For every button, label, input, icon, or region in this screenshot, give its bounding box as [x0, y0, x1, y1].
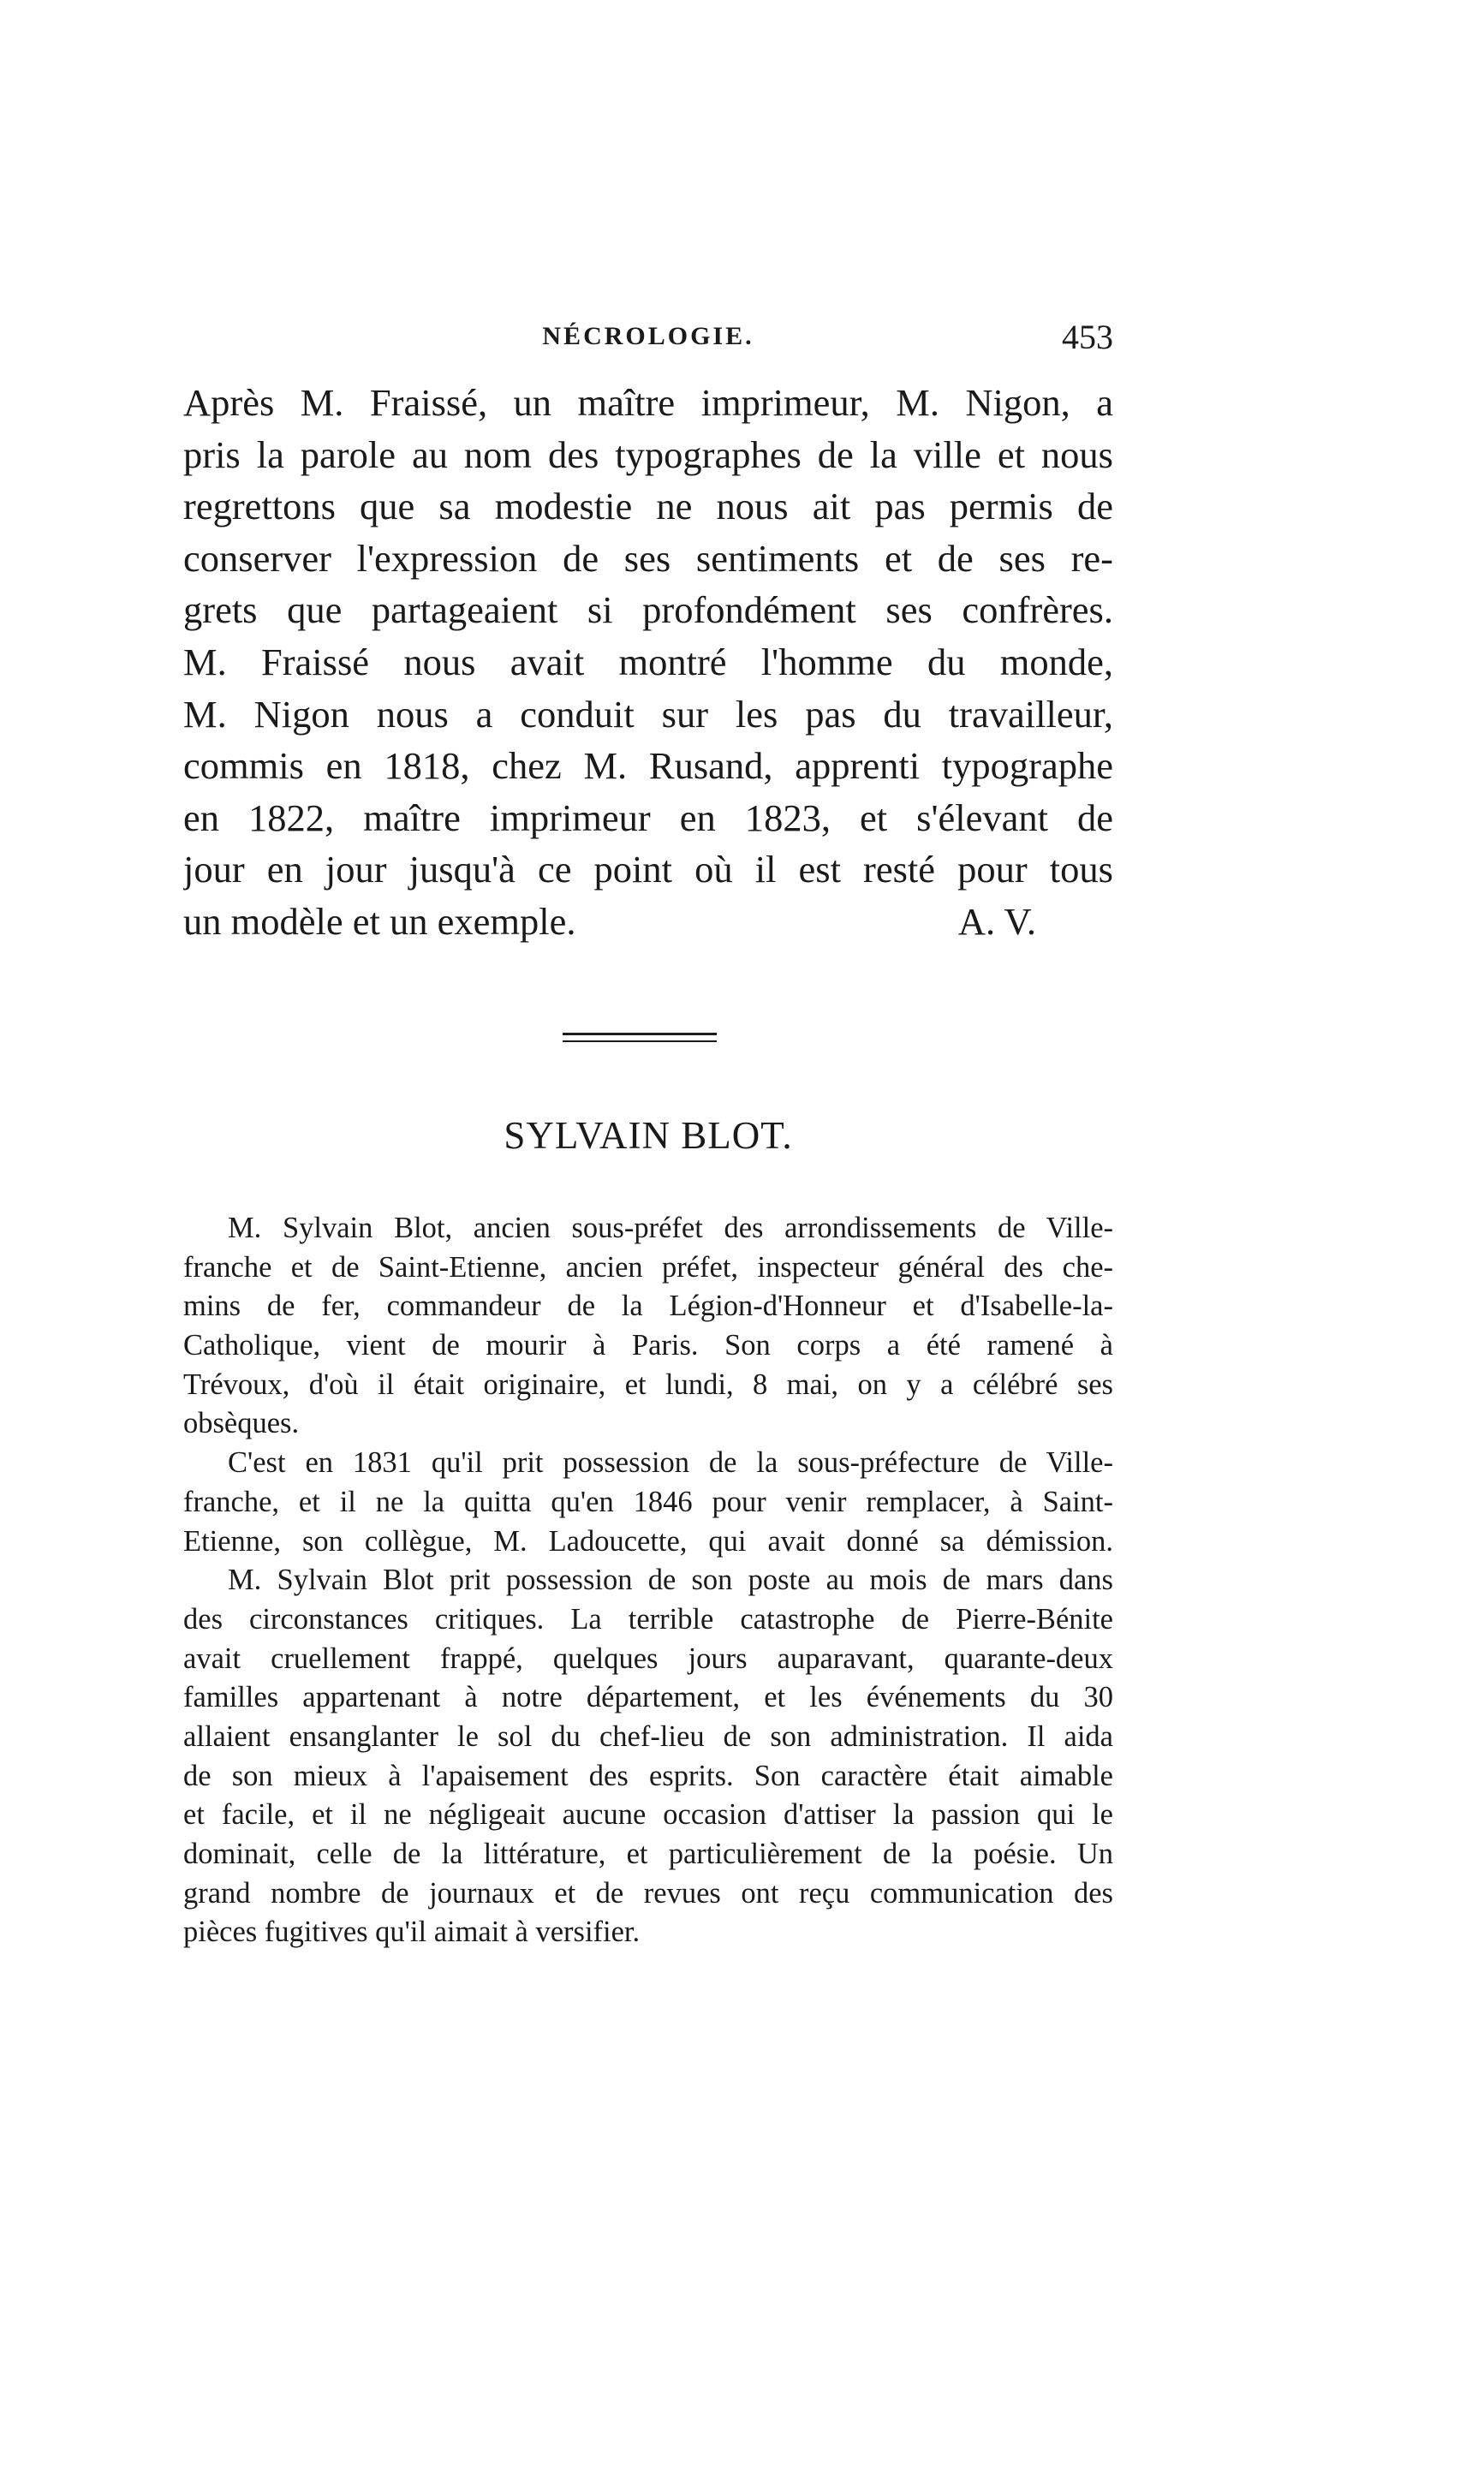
text-line: C'est en 1831 qu'il prit possession de la sous-préfecture de Ville- — [228, 1446, 1113, 1480]
page-number: 453 — [1062, 318, 1113, 356]
text-line: Trévoux, d'où il était originaire, et lundi, 8 mai, on y a célébré ses — [183, 1368, 1113, 1401]
text-line: M. Nigon nous a conduit sur les pas du travailleur, — [183, 692, 1113, 736]
text-line: grand nombre de journaux et de revues ont reçu communication des — [183, 1876, 1113, 1910]
divider-rule — [563, 1033, 717, 1035]
text-line: M. Sylvain Blot, ancien sous-préfet des arrondissements de Ville- — [228, 1212, 1113, 1244]
text-line: Après M. Fraissé, un maître imprimeur, M. Nigon, a — [183, 381, 1113, 424]
text-line: conserver l'expression de ses sentiments et de ses re- — [183, 536, 1113, 580]
article-title: SYLVAIN BLOT. — [504, 1114, 793, 1157]
text-line: M. Fraissé nous avait montré l'homme du monde, — [183, 640, 1113, 683]
text-line: de son mieux à l'apaisement des esprits. Son caractère était aimable — [183, 1759, 1113, 1792]
text-line: dominait, celle de la littérature, et particulièrement de la poésie. Un — [183, 1838, 1113, 1870]
text-line: jour en jour jusqu'à ce point où il est resté pour tous — [183, 848, 1113, 891]
previous-article-ending — [183, 377, 1113, 948]
text-line: commis en 1818, chez M. Rusand, apprenti typographe — [183, 744, 1113, 788]
section-divider — [563, 1033, 717, 1047]
text-line: en 1822, maître imprimeur en 1823, et s'élevant de — [183, 796, 1113, 839]
text-line: regrettons que sa modestie ne nous ait pas permis de — [183, 485, 1113, 528]
text-line: avait cruellement frappé, quelques jours auparavant, quarante-deux — [183, 1642, 1113, 1675]
text-line: des circonstances critiques. La terrible catastrophe de Pierre-Bénite — [183, 1602, 1113, 1636]
article-body — [183, 1209, 1113, 1952]
text-line: pris la parole au nom des typographes de la ville et nous — [183, 432, 1113, 476]
text-line: et facile, et il ne négligeait aucune occasion d'attiser la passion qui le — [183, 1798, 1113, 1832]
text-line: grets que partageaient si profondément ses confrères. — [183, 588, 1113, 632]
text-line: Etienne, son collègue, M. Ladoucette, qui avait donné sa démission. — [183, 1524, 1113, 1558]
divider-rule — [563, 1040, 717, 1042]
text-line: obsèques. — [183, 1407, 300, 1440]
text-line: Catholique, vient de mourir à Paris. Son corps a été ramené à — [183, 1329, 1113, 1362]
text-line: franche, et il ne la quitta qu'en 1846 pour venir remplacer, à Saint- — [183, 1485, 1113, 1518]
text-line: familles appartenant à notre département, et les événements du 30 — [183, 1681, 1113, 1714]
text-line: franche et de Saint-Etienne, ancien préfet, inspecteur général des che- — [183, 1250, 1113, 1284]
text-line-last — [183, 896, 1113, 948]
text-line: M. Sylvain Blot prit possession de son poste au mois de mars dans — [228, 1564, 1113, 1597]
running-title: NÉCROLOGIE. — [542, 322, 754, 350]
text-line-content: un modèle et un exemple. — [183, 899, 576, 943]
text-line: pièces fugitives qu'il aimait à versifier. — [183, 1916, 641, 1949]
text-line: allaient ensanglanter le sol du chef-lieu de son administration. Il aida — [183, 1719, 1113, 1753]
author-signature: A. V. — [957, 899, 1036, 943]
text-line: mins de fer, commandeur de la Légion-d'Honneur et d'Isabelle-la- — [183, 1290, 1113, 1323]
running-head — [183, 317, 1113, 360]
